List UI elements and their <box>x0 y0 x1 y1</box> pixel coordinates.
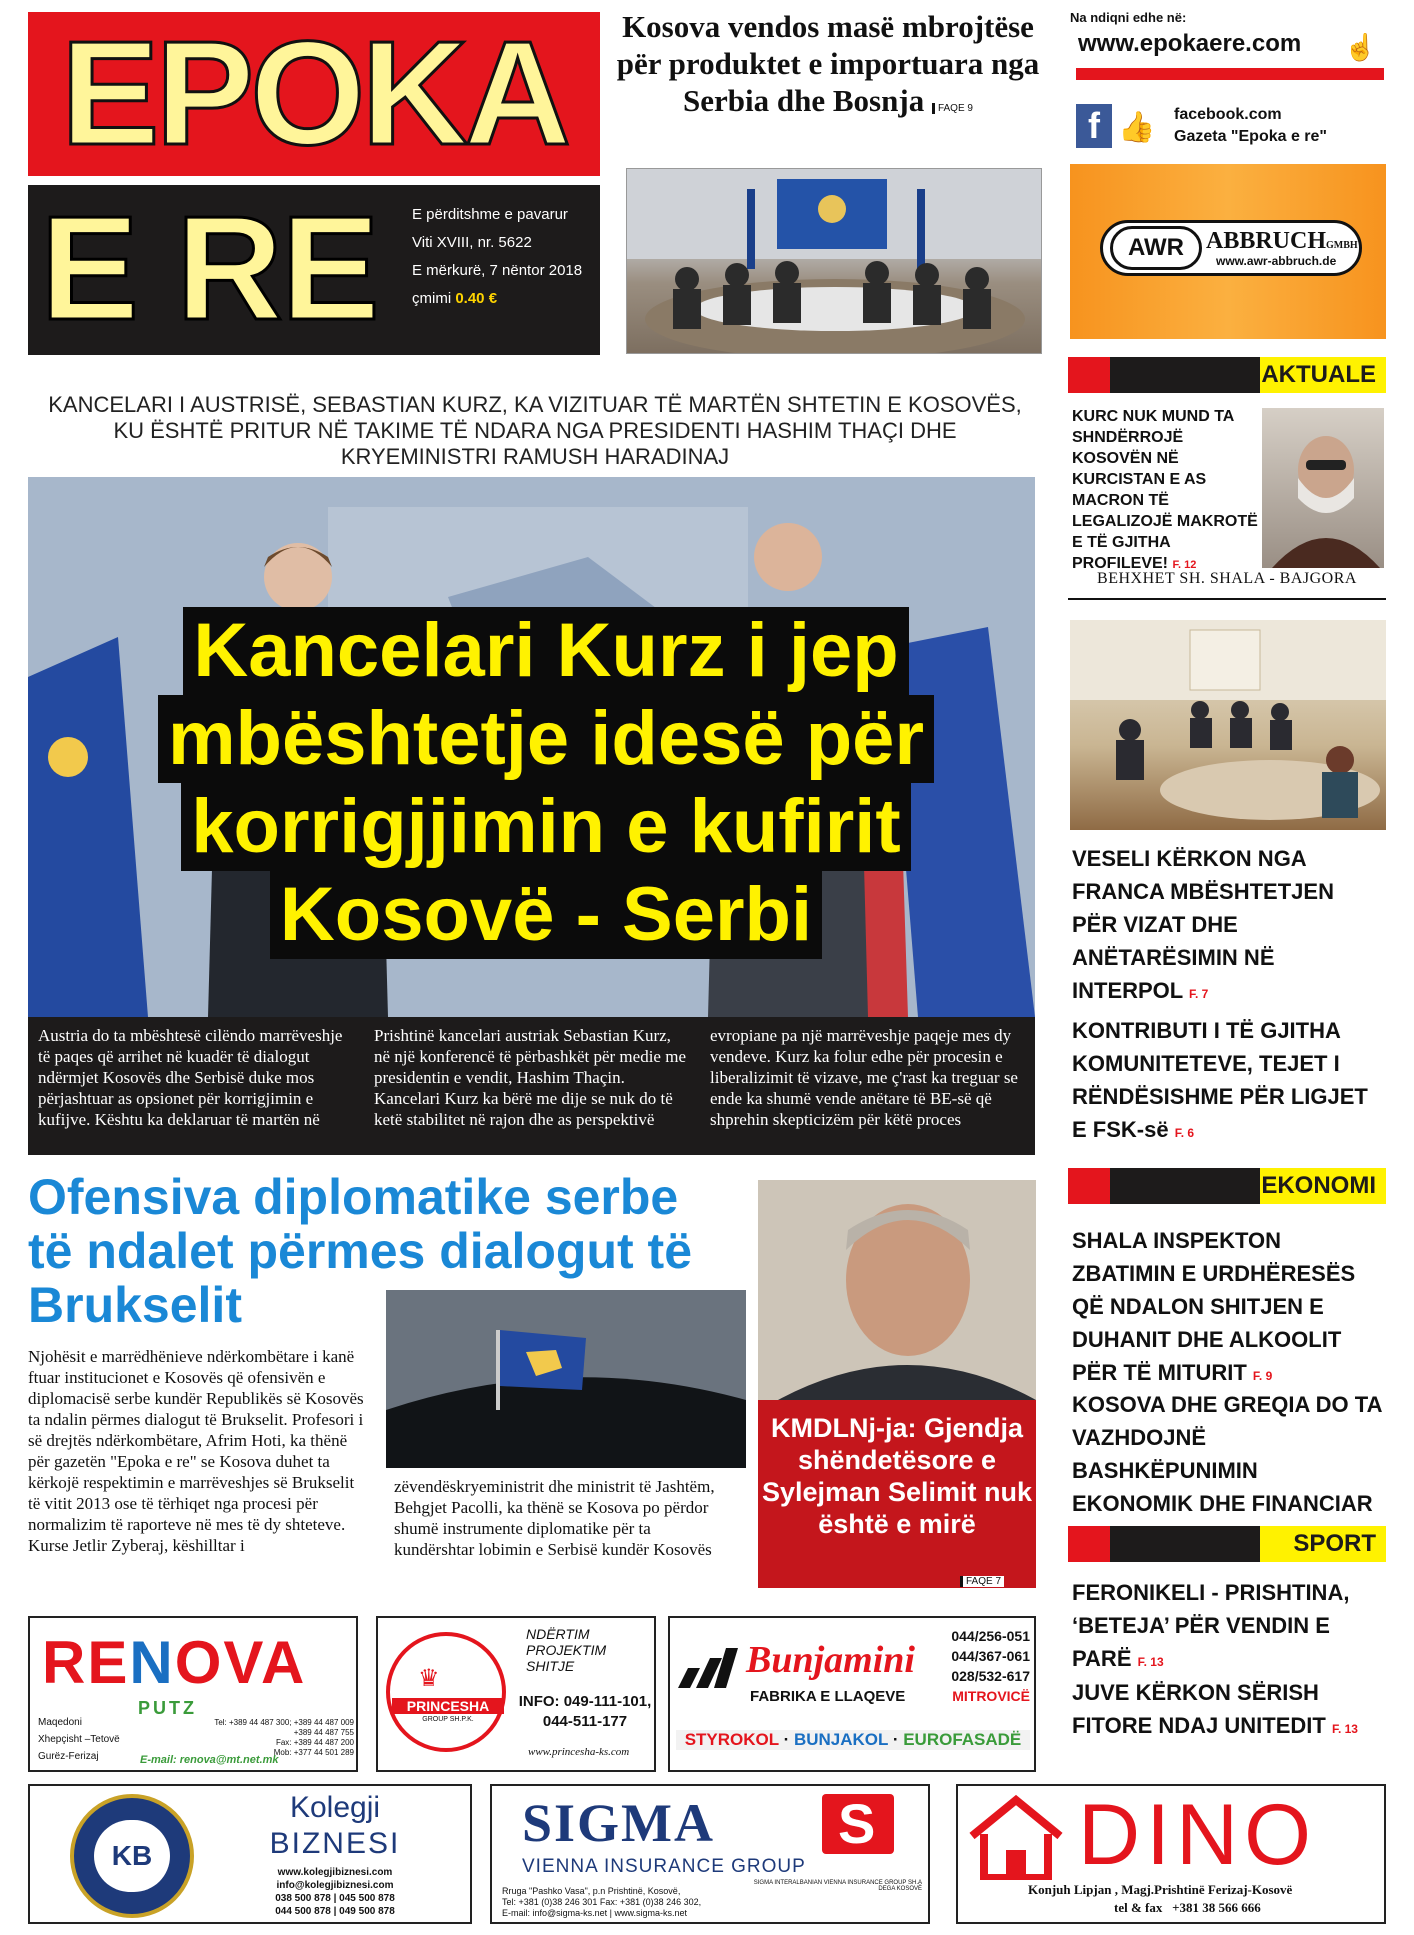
section-ekonomi[interactable]: EKONOMI <box>1068 1168 1386 1204</box>
second-story-photo <box>386 1290 746 1468</box>
cursor-hand-icon: ☝ <box>1344 32 1377 62</box>
awr-url: www.awr-abbruch.de <box>1216 254 1337 268</box>
sigma-logo-mark: S <box>838 1792 876 1855</box>
columnist-name: BEHXHET SH. SHALA - BAJGORA <box>1097 570 1357 587</box>
ad-sigma[interactable] <box>490 1784 930 1924</box>
princesha-brand: PRINCESHA <box>392 1698 504 1714</box>
renova-logo: RENOVA <box>42 1629 307 1696</box>
kolegji-name: Kolegji BIZNESI <box>269 1791 401 1860</box>
kolegji-contacts: www.kolegjibiznesi.com info@kolegjibiznesi.com 038 500 878 | 045 500 878 044 500 878 | 049 500 878 <box>275 1867 395 1917</box>
masthead-title-top: EPOKA <box>60 11 568 176</box>
website-link[interactable]: www.epokaere.com <box>1078 30 1302 57</box>
house-icon <box>966 1794 1066 1880</box>
meeting-photo <box>1070 620 1386 830</box>
second-story-headline[interactable]: Ofensiva diplomatike serbe të ndalet përmes dialogut të Brukselit <box>28 1169 693 1333</box>
third-story-photo <box>758 1180 1036 1400</box>
renova-contacts: Tel: +389 44 487 300; +389 44 487 009 +389 44 487 755 Fax: +389 44 487 200 Mob: +377 44 501 289 <box>214 1718 354 1757</box>
main-story-headline[interactable] <box>96 607 996 959</box>
section-sport[interactable]: SPORT <box>1068 1526 1386 1562</box>
ad-bunjamini[interactable] <box>668 1616 1036 1772</box>
follow-label: Na ndiqni edhe në: <box>1070 10 1187 25</box>
second-story-body-continued: zëvendëskryeministrit dhe ministrit të Jashtëm, Behgjet Pacolli, ka thënë se Kosova po përdor shumë instrumente diplomatike për ta kundërshtar lobimin e Serbisë kundër Kosovës <box>394 1477 715 1559</box>
main-headline-line-1: Kancelari Kurz i jep <box>183 607 908 695</box>
third-story-headline[interactable]: KMDLNj-ja: Gjendja shëndetësore e Sylejman Selimit nuk është e mirë <box>758 1400 1036 1588</box>
portrait-illustration <box>758 1180 1036 1400</box>
top-story-page-ref: FAQE 9 <box>932 103 973 114</box>
facebook-link[interactable]: facebook.com Gazeta "Epoka e re" <box>1174 106 1328 145</box>
princesha-ring <box>386 1632 506 1752</box>
top-story-photo <box>626 168 1042 354</box>
ad-dino[interactable] <box>956 1784 1386 1924</box>
main-headline-line-4: Kosovë - Serbi <box>270 871 822 959</box>
sigma-company: SIGMA INTERALBANIAN VIENNA INSURANCE GROUP SH.A DEGA KOSOVË <box>753 1880 922 1892</box>
headline-feronikeli[interactable]: FERONIKELI - PRISHTINA, ‘BETEJA’ PËR VENDIN E PARË F. 13 <box>1072 1580 1350 1671</box>
dino-brand: DINO <box>1078 1787 1317 1883</box>
princesha-services: NDËRTIM PROJEKTIM SHITJE <box>526 1626 607 1674</box>
ad-renova[interactable] <box>28 1616 358 1772</box>
ad-kolegji-biznesi[interactable] <box>28 1784 472 1924</box>
facebook-icon[interactable]: f <box>1076 104 1112 148</box>
second-story-body: Njohësit e marrëdhënieve ndërkombëtare i kanë ftuar institucionet e Kosovës që ofensivën e diplomacisë serbe kundër Republikës së Kosovës ta ndalin përmes dialogut të Brukselit. Profesori i së drejtës ndërkombëtare, Afrim Hoti, ka thënë për gazetën "Epoka e re" se Kosova duhet ta kërkojë respektimin e marrëveshjes së Brukselit të vitit 2013 ose të tërhiqet nga procesi për normalizim të raporteve në mes të dy shteteve. Kurse Jetlir Zyberaj, këshilltar i <box>28 1347 364 1555</box>
bunjamini-brand: Bunjamini <box>746 1639 915 1681</box>
masthead-top <box>28 12 600 176</box>
main-story-col-2: Prishtinë kancelari austriak Sebastian Kurz, në një konferencë të përbashkët për medie me presidentin e vendit, Hashim Thaçin. Kancelari Kurz ka bërë me dije se nuk do të ketë stabilitet në rajon dhe as perspektivë <box>374 1026 686 1129</box>
top-story-headline[interactable]: Kosova vendos masë mbrojtëse për produktet e importuara nga Serbia dhe Bosnja FAQE 9 <box>616 9 1040 118</box>
sigma-sub: VIENNA INSURANCE GROUP <box>522 1856 806 1877</box>
divider <box>1068 598 1386 600</box>
sigma-contacts: Rruga "Pashko Vasa", p.n Prishtinë, Kosovë, Tel: +381 (0)38 246 301 Fax: +381 (0)38 246 302, E-mail: info@sigma-ks.net | www.sigma-ks.net <box>502 1886 702 1918</box>
renova-locations: Maqedoni Xhepçisht –Tetovë Gurëz-Ferizaj <box>38 1717 120 1762</box>
masthead-issue: Viti XVIII, nr. 5622 <box>412 234 532 251</box>
headline-kosova-greqia[interactable]: KOSOVA DHE GREQIA DO TA VAZHDOJNË BASHKËPUNIMIN EKONOMIK DHE FINANCIAR <box>1072 1392 1382 1516</box>
meeting-room-illustration <box>1070 620 1386 830</box>
masthead-info <box>412 201 582 313</box>
masthead-bottom <box>28 185 600 355</box>
masthead-title-bottom: E RE <box>40 186 378 351</box>
car-flag-illustration <box>386 1290 746 1468</box>
headline-shala[interactable]: SHALA INSPEKTON ZBATIMIN E URDHËRESËS QË NDALON SHITJEN E DUHANIT DHE ALKOOLIT PËR TË MITURIT F. 9 <box>1072 1228 1356 1385</box>
main-story-photo <box>28 477 1035 1017</box>
ad-princesha[interactable] <box>376 1616 656 1772</box>
stripes-logo-icon <box>678 1648 738 1688</box>
headline-juve[interactable]: JUVE KËRKON SËRISH FITORE NDAJ UNITEDIT F. 13 <box>1072 1680 1358 1738</box>
sigma-brand: SIGMA <box>522 1793 716 1853</box>
columnist-photo <box>1262 408 1384 568</box>
main-story-text <box>28 1017 1035 1155</box>
bunjamini-products: STYROKOL · BUNJAKOL · EUROFASADË <box>676 1730 1030 1750</box>
bunjamini-phones: 044/256-051 044/367-061 028/532-617 MITROVICË <box>951 1628 1030 1704</box>
third-story-page-ref: FAQE 7 <box>960 1576 1004 1587</box>
main-story-col-3: evropiane pa një marrëveshje paqeje mes dy vendeve. Kurz ka folur edhe për procesin e liberalizimit të vizave, me ç'rast ka treguar se ende ka shumë vende anëtare të BE-së që shprehin skepticizëm për këtë proces <box>710 1026 1018 1129</box>
headline-veseli[interactable]: VESELI KËRKON NGA FRANCA MBËSHTETJEN PËR VIZAT DHE ANËTARËSIMIN NË INTERPOL F. 7 <box>1072 846 1334 1003</box>
princesha-info: INFO: 049-111-101, 044-511-177 <box>518 1693 652 1730</box>
princesha-url: www.princesha-ks.com <box>528 1746 630 1758</box>
divider <box>1076 68 1384 80</box>
princesha-group: GROUP SH.P.K. <box>422 1716 474 1723</box>
headline-kontributi[interactable]: KONTRIBUTI I TË GJITHA KOMUNITETEVE, TEJET I RËNDËSISHME PËR LIGJET E FSK-së F. 6 <box>1072 1018 1368 1142</box>
masthead-date: E mërkurë, 7 nëntor 2018 <box>412 262 583 279</box>
columnist-portrait <box>1262 408 1384 568</box>
dino-address: Konjuh Lipjan , Magj.Prishtinë Ferizaj-Kosovë <box>1028 1882 1293 1897</box>
ad-awr-abbruch[interactable] <box>1070 164 1386 339</box>
renova-sub: PUTZ <box>138 1698 197 1718</box>
renova-email: E-mail: renova@mt.net.mk <box>140 1754 279 1766</box>
masthead-price: çmimi 0.40 € <box>412 290 498 307</box>
main-story-kicker: KANCELARI I AUSTRISË, SEBASTIAN KURZ, KA VIZITUAR TË MARTËN SHTETIN E KOSOVËS, KU ËSHTË PRITUR NË TAKIME TË NDARA NGA PRESIDENTI HASHIM THAÇI DHE KRYEMINISTRI RAMUSH HARADINAJ <box>48 392 1022 469</box>
section-aktuale[interactable]: AKTUALE <box>1068 357 1386 393</box>
main-headline-line-2: mbështetje idesë për <box>158 695 934 783</box>
bunjamini-sub: FABRIKA E LLAQEVE <box>750 1688 906 1705</box>
crown-icon: ♛ <box>418 1665 440 1692</box>
masthead-tagline: E përditshme e pavarur <box>412 206 568 223</box>
main-headline-line-3: korrigjjimin e kufirit <box>181 783 910 871</box>
meeting-illustration <box>627 169 1042 354</box>
aktuale-headline[interactable]: KURC NUK MUND TA SHNDËRROJË KOSOVËN NË KURCISTAN E AS MACRON TË LEGALIZOJË MAKROTË E TË GJITHA PROFILEVE! F. 12 <box>1072 408 1258 572</box>
awr-name: ABBRUCHGMBH <box>1206 228 1358 254</box>
kolegji-seal-letters: KB <box>94 1820 170 1892</box>
awr-logo: AWR <box>1110 226 1202 270</box>
dino-tel: tel & fax +381 38 566 666 <box>1114 1900 1261 1915</box>
main-story-col-1: Austria do ta mbështesë cilëndo marrëveshje të paqes që arrihet në kuadër të dialogut ndërmjet Kosovës dhe Serbisë duke mos përjashtuar as opsionet për korrigjimin e kufijve. Kështu ka deklaruar të martën në <box>38 1026 343 1129</box>
like-icon: 👍 <box>1118 111 1156 144</box>
